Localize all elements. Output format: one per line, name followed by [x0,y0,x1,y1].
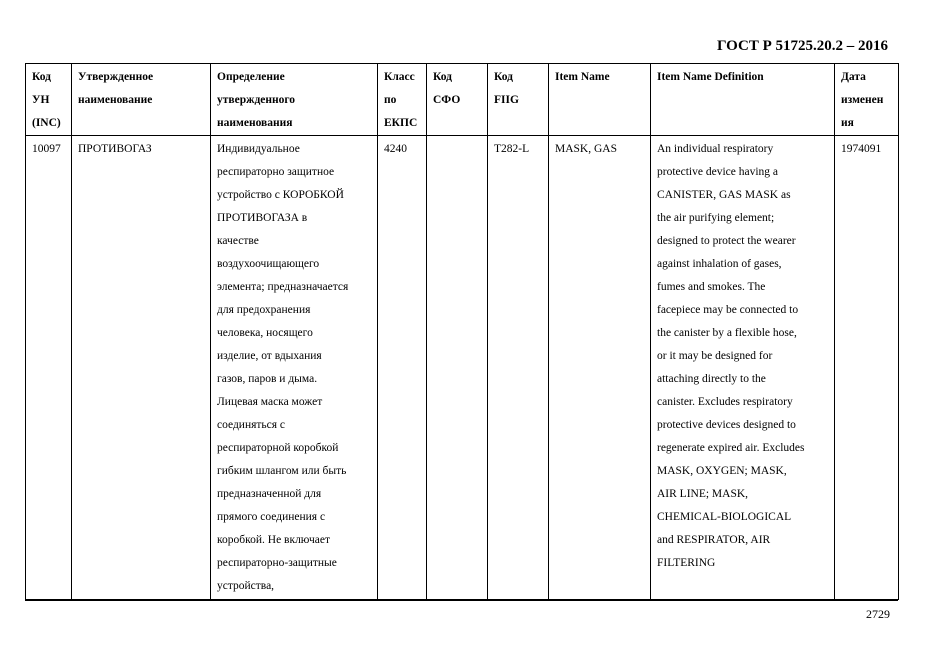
cell-text-line: ПРОТИВОГАЗА в [217,212,308,224]
cell-text-line: designed to protect the wearer [657,235,796,247]
cell-text-line: CHEMICAL-BIOLOGICAL [657,511,792,523]
cell-text-line: газов, паров и дыма. [217,373,318,385]
cell-text-line: респираторной коробкой [217,442,339,454]
cell-text-line: or it may be designed for [657,350,773,362]
cell-text-line: against inhalation of gases, [657,258,782,270]
cell-inc [26,136,72,600]
header-line: наименования [217,117,293,129]
cell-change-date [835,136,899,600]
column-header-sfo-code [427,64,488,136]
cell-text-line: CANISTER, GAS MASK as [657,189,791,201]
table-bottom-rule [25,599,898,601]
header-line: Определение [217,71,285,83]
page-number: 2729 [866,607,890,621]
cell-text-line: человека, носящего [217,327,313,339]
header-line: FIIG [494,94,519,106]
cell-text-line: ПРОТИВОГАЗ [78,143,152,155]
cell-text-line: респираторно защитное [217,166,335,178]
column-header-definition-ru [211,64,378,136]
cell-text-line: attaching directly to the [657,373,766,385]
cell-text-line: protective device having a [657,166,779,178]
cell-text-line: 1974091 [841,143,882,155]
cell-text-line: 10097 [32,143,61,155]
cell-fiig-code [488,136,549,600]
cell-text-line: AIR LINE; MASK, [657,488,749,500]
header-line: по [384,94,397,106]
cell-definition-ru [211,136,378,600]
cell-text-line: canister. Excludes respiratory [657,396,793,408]
cell-text-line: regenerate expired air. Excludes [657,442,805,454]
cell-text-line: FILTERING [657,557,716,569]
cell-text-line: изделие, от вдыхания [217,350,322,362]
cell-text-line: предназначенной для [217,488,322,500]
header-line: Класс [384,71,415,83]
header-line: ия [841,117,854,129]
cell-text-line: An individual respiratory [657,143,774,155]
cell-text-line: the canister by a flexible hose, [657,327,797,339]
cell-text-line: для предохранения [217,304,311,316]
header-line: Item Name [555,71,610,83]
column-header-ekps-class [378,64,427,136]
cell-text-line: Лицевая маска может [217,396,323,408]
cell-text-line: гибким шлангом или быть [217,465,347,477]
gost-item-table [25,63,899,600]
cell-text-line: the air purifying element; [657,212,775,224]
cell-text-line: fumes and smokes. The [657,281,766,293]
header-line: Код [494,71,514,83]
header-line: Дата [841,71,866,83]
header-line: утвержденного [217,94,296,106]
header-line: УН [32,94,50,106]
cell-text-line: прямого соединения с [217,511,326,523]
cell-text-line: элемента; предназначается [217,281,349,293]
header-line: СФО [433,94,461,106]
column-header-approved-name [72,64,211,136]
cell-text-line: качестве [217,235,259,247]
cell-text-line: MASK, GAS [555,143,617,155]
header-line: Утвержденное [78,71,154,83]
header-line: Код [32,71,52,83]
column-header-inc [26,64,72,136]
cell-text-line: Индивидуальное [217,143,300,155]
column-header-item-name [549,64,651,136]
cell-text-line: protective devices designed to [657,419,796,431]
cell-text-line: респираторно-защитные [217,557,337,569]
cell-item-name-definition [651,136,835,600]
cell-text-line: T282-L [494,143,530,155]
cell-text-line: устройство с КОРОБКОЙ [217,189,344,201]
cell-text-line: соединяться с [217,419,286,431]
header-line: Item Name Definition [657,71,764,83]
cell-text-line: 4240 [384,143,407,155]
cell-text-line: and RESPIRATOR, AIR [657,534,771,546]
table-row [26,136,899,600]
column-header-change-date [835,64,899,136]
column-header-item-name-definition [651,64,835,136]
cell-text-line: воздухоочищающего [217,258,320,270]
header-line: наименование [78,94,153,106]
cell-ekps-class [378,136,427,600]
cell-item-name [549,136,651,600]
cell-sfo-code [427,136,488,600]
table-header-row [26,64,899,136]
header-line: Код [433,71,453,83]
cell-text-line: MASK, OXYGEN; MASK, [657,465,787,477]
document-standard-header: ГОСТ Р 51725.20.2 – 2016 [716,38,888,54]
cell-text-line: facepiece may be connected to [657,304,799,316]
cell-text-line: устройства, [217,580,275,592]
cell-text-line: коробкой. Не включает [217,534,330,546]
header-line: (INC) [32,117,61,129]
header-line: изменен [841,94,884,106]
column-header-fiig-code [488,64,549,136]
cell-approved-name [72,136,211,600]
header-line: ЕКПС [384,117,418,129]
